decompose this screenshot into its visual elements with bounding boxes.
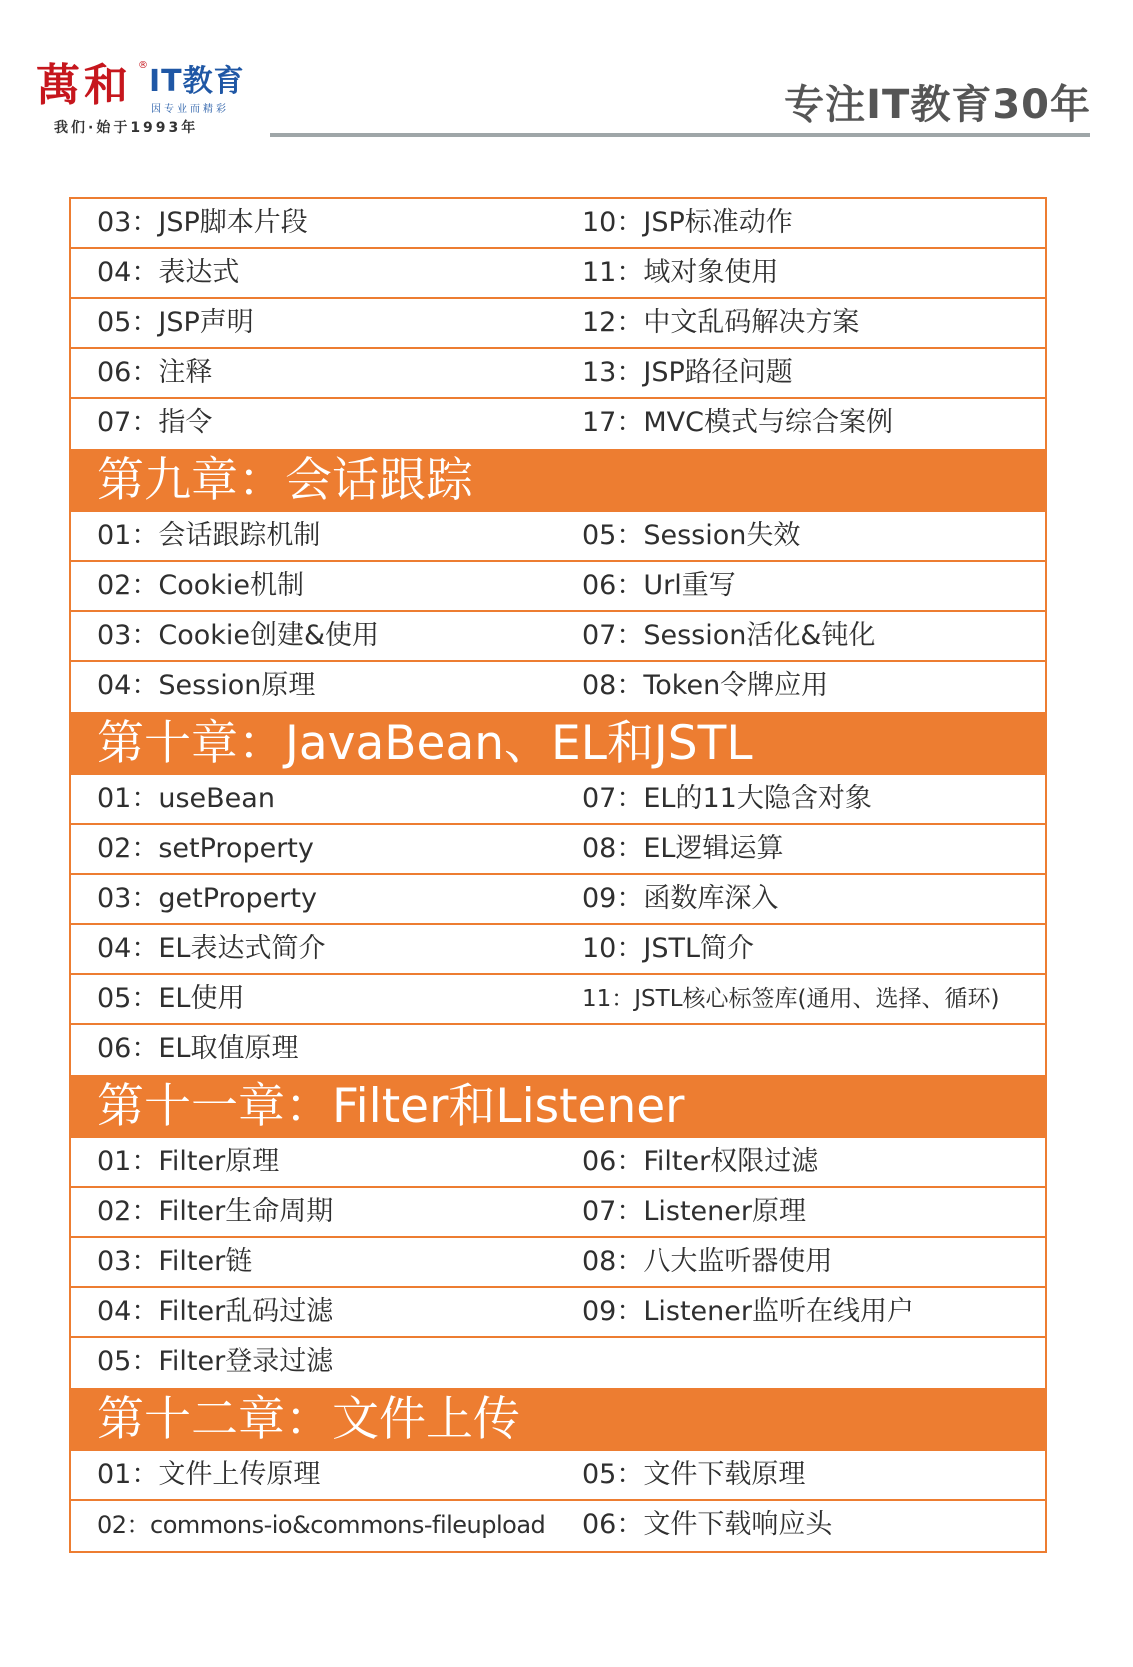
topic-left: 02：Cookie机制 <box>97 570 304 601</box>
topic-left: 04：Session原理 <box>97 670 316 701</box>
chapter-title: 第十章：JavaBean、EL和JSTL <box>97 716 753 771</box>
table-row <box>71 875 1045 925</box>
topic-right: 11：JSTL核心标签库(通用、选择、循环) <box>582 986 1000 1012</box>
topic-left: 05：EL使用 <box>97 983 245 1014</box>
page-header <box>0 0 1133 150</box>
topic-right: 06：文件下载响应头 <box>582 1509 833 1540</box>
table-row <box>71 199 1045 249</box>
table-row <box>71 1501 1045 1551</box>
table-row <box>71 1238 1045 1288</box>
table-row <box>71 775 1045 825</box>
topic-left: 01：useBean <box>97 783 275 814</box>
topic-left: 01：文件上传原理 <box>97 1459 321 1490</box>
chapter-header-12 <box>71 1388 1045 1451</box>
topic-right: 05：Session失效 <box>582 520 801 551</box>
table-row <box>71 825 1045 875</box>
topic-right: 05：文件下载原理 <box>582 1459 806 1490</box>
table-row <box>71 1288 1045 1338</box>
topic-left: 07：指令 <box>97 407 213 438</box>
topic-left: 01：会话跟踪机制 <box>97 520 321 551</box>
chapter-header-10 <box>71 712 1045 775</box>
chapter-header-11 <box>71 1075 1045 1138</box>
table-row <box>71 925 1045 975</box>
chapter-header-9 <box>71 449 1045 512</box>
topic-right: 07：Listener原理 <box>582 1196 806 1227</box>
topic-right: 08：EL逻辑运算 <box>582 833 784 864</box>
table-row <box>71 512 1045 562</box>
topic-right: 09：函数库深入 <box>582 883 779 914</box>
topic-right: 07：Session活化&钝化 <box>582 620 876 651</box>
table-row <box>71 1451 1045 1501</box>
table-row <box>71 399 1045 449</box>
chapter-title: 第十二章：文件上传 <box>97 1392 520 1447</box>
topic-left: 06：EL取值原理 <box>97 1033 299 1064</box>
topic-right: 13：JSP路径问题 <box>582 357 793 388</box>
topic-right: 06：Url重写 <box>582 570 736 601</box>
topic-left: 02：setProperty <box>97 833 314 864</box>
topic-right: 12：中文乱码解决方案 <box>582 307 860 338</box>
topic-left: 06：注释 <box>97 357 213 388</box>
topic-left: 04：EL表达式简介 <box>97 933 326 964</box>
topic-left: 03：Filter链 <box>97 1246 253 1277</box>
header-divider <box>270 133 1090 137</box>
logo <box>36 60 266 140</box>
topic-left: 05：Filter登录过滤 <box>97 1346 334 1377</box>
topic-right: 08：八大监听器使用 <box>582 1246 833 1277</box>
table-row <box>71 299 1045 349</box>
topic-left: 04：表达式 <box>97 257 240 288</box>
topic-left: 05：JSP声明 <box>97 307 254 338</box>
topic-left: 04：Filter乱码过滤 <box>97 1296 334 1327</box>
topic-right: 08：Token令牌应用 <box>582 670 829 701</box>
registered-mark: ® <box>138 60 148 71</box>
topic-right: 11：域对象使用 <box>582 257 779 288</box>
logo-it-education: IT教育 <box>149 64 245 99</box>
logo-since: 我们·始于1993年 <box>54 120 199 136</box>
logo-brand: 萬和 <box>36 60 132 111</box>
topic-left: 01：Filter原理 <box>97 1146 280 1177</box>
topic-right: 17：MVC模式与综合案例 <box>582 407 893 438</box>
table-row <box>71 249 1045 299</box>
table-row <box>71 1338 1045 1388</box>
topic-right: 10：JSP标准动作 <box>582 207 793 238</box>
topic-right: 06：Filter权限过滤 <box>582 1146 819 1177</box>
course-outline-table <box>69 197 1047 1553</box>
topic-right: 09：Listener监听在线用户 <box>582 1296 914 1327</box>
topic-left: 02：commons-io&commons-fileupload <box>97 1511 546 1539</box>
topic-right: 10：JSTL简介 <box>582 933 754 964</box>
topic-left: 02：Filter生命周期 <box>97 1196 334 1227</box>
table-row <box>71 1188 1045 1238</box>
table-row <box>71 662 1045 712</box>
topic-left: 03：Cookie创建&使用 <box>97 620 380 651</box>
table-row <box>71 1138 1045 1188</box>
table-row <box>71 1025 1045 1075</box>
slogan: 专注IT教育30年 <box>784 82 1091 128</box>
logo-tagline: 因专业而精彩 <box>151 104 229 115</box>
table-row <box>71 562 1045 612</box>
table-row <box>71 349 1045 399</box>
table-row <box>71 975 1045 1025</box>
topic-right: 07：EL的11大隐含对象 <box>582 783 872 814</box>
topic-left: 03：getProperty <box>97 883 317 914</box>
topic-left: 03：JSP脚本片段 <box>97 207 308 238</box>
chapter-title: 第九章：会话跟踪 <box>97 453 473 508</box>
chapter-title: 第十一章：Filter和Listener <box>97 1079 685 1134</box>
table-row <box>71 612 1045 662</box>
